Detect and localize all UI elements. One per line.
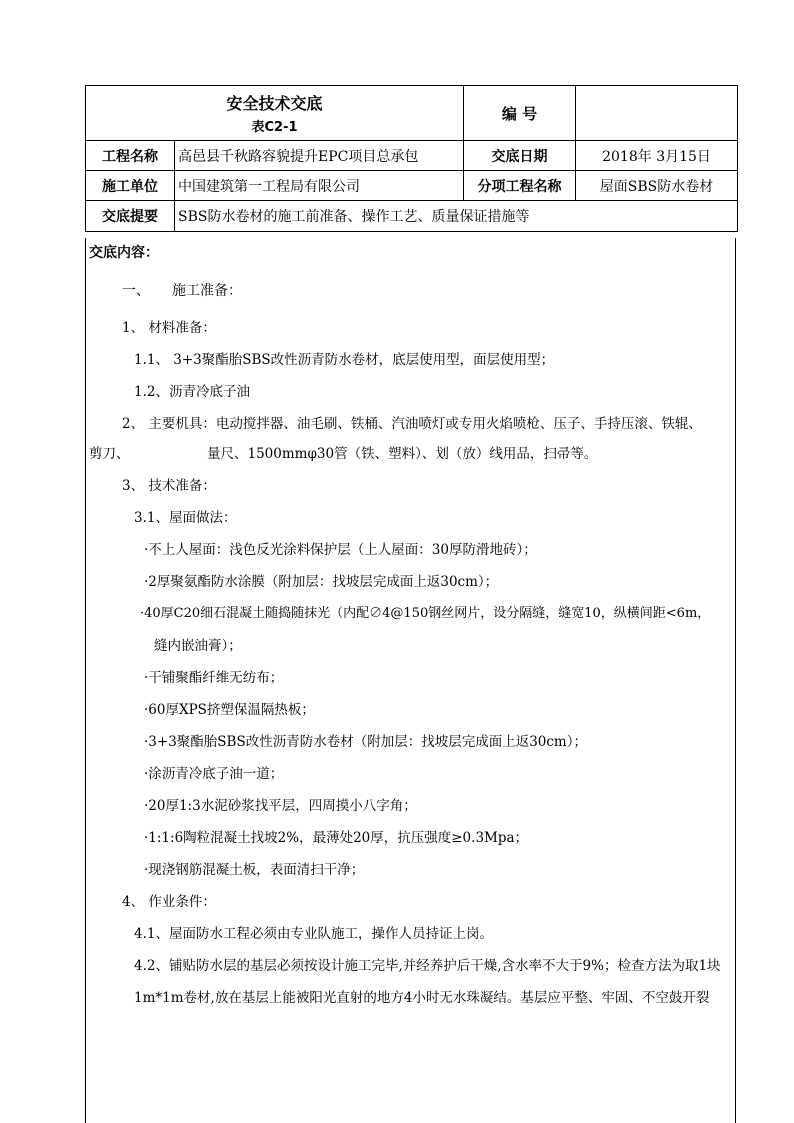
layer-line: ·1:1:6陶粒混凝土找坡2%，最薄处20厚，抗压强度≥0.3Mpa；: [144, 830, 529, 846]
summary-value: SBS防水卷材的施工前准备、操作工艺、质量保证措施等: [175, 201, 738, 232]
section-1-title: 施工准备：: [172, 283, 242, 299]
item-tools-cont-a: 剪刀、: [89, 446, 130, 462]
page-title: 安全技术交底: [226, 94, 323, 113]
item-3-1: 3.1、屋面做法：: [134, 510, 237, 526]
item-tech-prep: 3、 技术准备：: [122, 478, 216, 494]
layer-line: ·40厚C20细石混凝土随捣随抹光（内配∅4@150钢丝网片，设分隔缝，缝宽10，纵横间距<6m，: [140, 606, 711, 621]
item-1-2: 1.2、沥青冷底子油: [134, 384, 250, 400]
number-label: 编 号: [464, 86, 576, 141]
project-label: 工程名称: [86, 141, 175, 171]
content-section: [85, 238, 736, 1123]
date-label: 交底日期: [464, 141, 576, 171]
section-1-number: 一、: [122, 283, 150, 299]
header-table: [85, 85, 738, 232]
date-value: 2018年 3月15日: [576, 141, 738, 171]
unit-label: 施工单位: [86, 171, 175, 201]
item-tools: 2、 主要机具：电动搅拌器、油毛刷、铁桶、汽油喷灯或专用火焰喷枪、压子、手持压滚、铁辊、: [122, 416, 702, 432]
subproject-value: 屋面SBS防水卷材: [576, 171, 738, 201]
summary-label: 交底提要: [86, 201, 175, 232]
form-number: 表C2-1: [251, 120, 298, 135]
title-cell: [86, 86, 464, 141]
content-heading: 交底内容：: [89, 245, 159, 261]
item-1-1: 1.1、 3+3聚酯胎SBS改性沥青防水卷材，底层使用型，面层使用型；: [134, 352, 555, 368]
disclosure-sheet: [85, 85, 737, 1123]
item-4-2: 4.2、铺贴防水层的基层必须按设计施工完毕,并经养护后干燥,含水率不大于9%；检查方法为取1块: [134, 958, 721, 974]
layer-line: ·2厚聚氨酯防水涂膜（附加层：找坡层完成面上返30cm）；: [144, 574, 499, 590]
layer-line: ·60厚XPS挤塑保温隔热板；: [144, 702, 315, 718]
number-value: [576, 86, 738, 141]
layer-line: ·涂沥青冷底子油一道；: [144, 766, 284, 782]
layer-line: ·3+3聚酯胎SBS改性沥青防水卷材（附加层：找坡层完成面上返30cm）；: [144, 734, 587, 750]
item-4-2-cont: 1m*1m卷材,放在基层上能被阳光直射的地方4小时无水珠凝结。基层应平整、牢固、不空鼓开裂: [134, 990, 710, 1006]
layer-line: ·现浇钢筋混凝土板，表面清扫干净；: [144, 862, 365, 878]
project-value: 高邑县千秋路容貌提升EPC项目总承包: [175, 141, 464, 171]
layer-line: ·干铺聚酯纤维无纺布；: [144, 670, 284, 686]
unit-value: 中国建筑第一工程局有限公司: [175, 171, 464, 201]
layer-line: ·20厚1:3水泥砂浆找平层，四周摸小八字角；: [144, 798, 417, 814]
subproject-label: 分项工程名称: [464, 171, 576, 201]
layer-line: ·不上人屋面：浅色反光涂料保护层（上人屋面：30厚防滑地砖）；: [144, 542, 537, 558]
item-4-1: 4.1、屋面防水工程必须由专业队施工，操作人员持证上岗。: [134, 926, 493, 942]
item-conditions: 4、 作业条件：: [122, 894, 216, 910]
item-tools-cont-b: 量尺、1500mmφ30管（铁、塑料）、划（放）线用品，扫帚等。: [207, 446, 598, 462]
layer-line: 缝内嵌油膏）；: [154, 638, 242, 654]
item-materials: 1、 材料准备：: [122, 320, 216, 336]
